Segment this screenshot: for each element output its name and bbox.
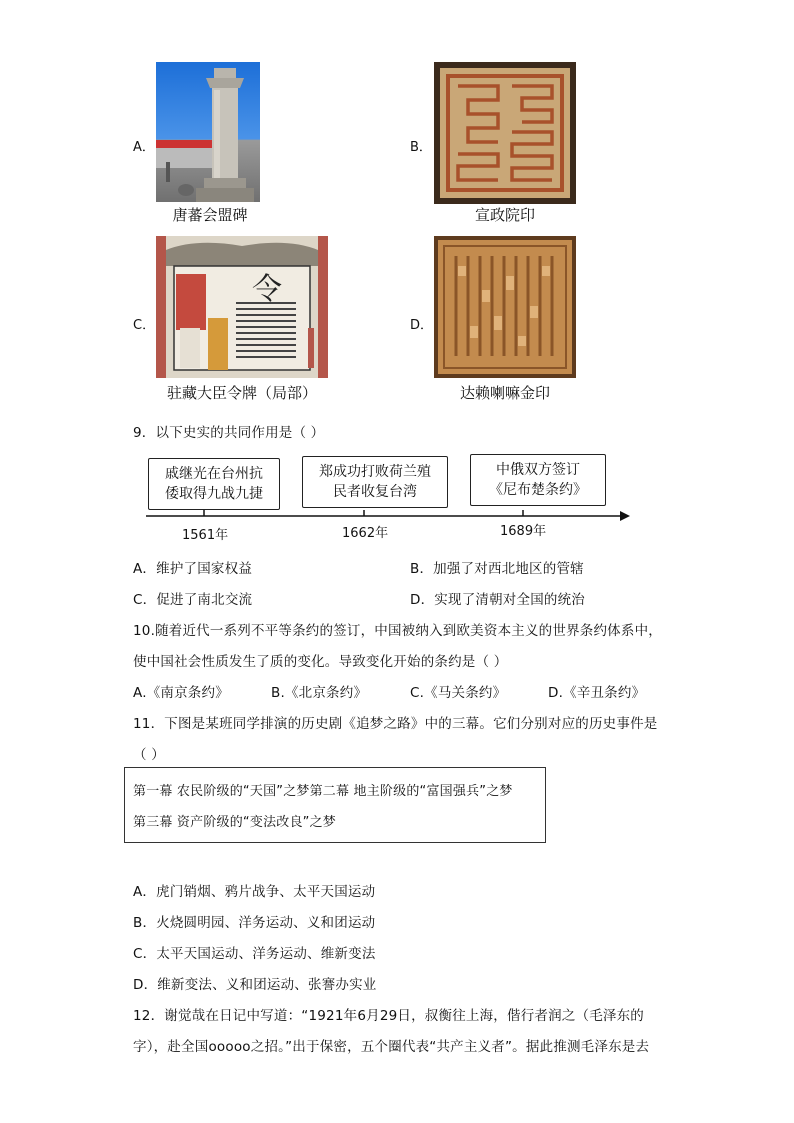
timeline-year-1: 1561年 [182, 528, 229, 543]
token-plaque-character: 令 [252, 272, 282, 307]
q10-option-a[interactable]: A.《南京条约》 [133, 685, 229, 701]
q11-option-d[interactable]: D．维新变法、义和团运动、张謇办实业 [133, 977, 377, 993]
q11-option-b[interactable]: B．火烧圆明园、洋务运动、义和团运动 [133, 915, 376, 931]
q10-stem-line1: 10.随着近代一系列不平等条约的签订，中国被纳入到欧美资本主义的世界条约体系中， [133, 623, 662, 639]
q10-option-b[interactable]: B.《北京条约》 [271, 685, 368, 701]
q12-stem-line2: 字），赴全国ooooo之招。”出于保密，五个圈代表“共产主义者”。据此推测毛泽东是去 [133, 1039, 650, 1055]
q9-option-b[interactable]: B．加强了对西北地区的管辖 [410, 561, 584, 577]
q12-stem-line1: 12．谢觉哉在日记中写道：“1921年6月29日，叔衡往上海，偕行者润之（毛泽东的 [133, 1008, 644, 1024]
caption-c: 驻藏大臣令牌（局部） [166, 384, 317, 402]
xuanzheng-yuan-seal-photo [434, 62, 576, 204]
option-letter-c: C． [133, 318, 156, 333]
q9-option-d[interactable]: D．实现了清朝对全国的统治 [410, 592, 585, 608]
q9-option-c[interactable]: C．促进了南北交流 [133, 592, 253, 608]
caption-a: 唐蕃会盟碑 [172, 206, 248, 224]
timeline-event-3: 中俄双方签订 《尼布楚条约》 [470, 454, 606, 506]
option-letter-b: B． [410, 140, 432, 155]
q11-box-line2: 第三幕 资产阶级的“变法改良”之梦 [133, 815, 337, 830]
dalai-lama-golden-seal-photo [434, 236, 576, 378]
resident-minister-token-photo [156, 236, 328, 378]
caption-b: 宣政院印 [474, 206, 535, 224]
timeline-event-2: 郑成功打败荷兰殖 民者收复台湾 [302, 456, 448, 508]
q10-option-d[interactable]: D.《辛丑条约》 [548, 685, 646, 701]
q11-stem-line1: 11．下图是某班同学排演的历史剧《追梦之路》中的三幕。它们分别对应的历史事件是 [133, 716, 658, 732]
timeline-event-1: 戚继光在台州抗 倭取得九战九捷 [148, 458, 280, 510]
timeline-year-3: 1689年 [500, 524, 547, 539]
q11-option-c[interactable]: C．太平天国运动、洋务运动、维新变法 [133, 946, 376, 962]
timeline-year-2: 1662年 [342, 526, 389, 541]
option-letter-a: A． [133, 140, 155, 155]
tang-tibet-stele-photo [156, 62, 260, 202]
q11-box-line1: 第一幕 农民阶级的“天国”之梦第二幕 地主阶级的“富国强兵”之梦 [133, 784, 513, 799]
q11-scene-box [124, 767, 546, 843]
q9-stem: 9．以下史实的共同作用是（ ） [133, 425, 325, 441]
option-letter-d: D． [410, 318, 434, 333]
q10-option-c[interactable]: C.《马关条约》 [410, 685, 507, 701]
q10-stem-line2: 使中国社会性质发生了质的变化。导致变化开始的条约是（ ） [133, 654, 508, 670]
q9-option-a[interactable]: A．维护了国家权益 [133, 561, 253, 577]
caption-d: 达赖喇嘛金印 [459, 384, 550, 402]
q11-option-a[interactable]: A．虎门销烟、鸦片战争、太平天国运动 [133, 884, 376, 900]
q11-stem-line2: （ ） [133, 747, 165, 763]
